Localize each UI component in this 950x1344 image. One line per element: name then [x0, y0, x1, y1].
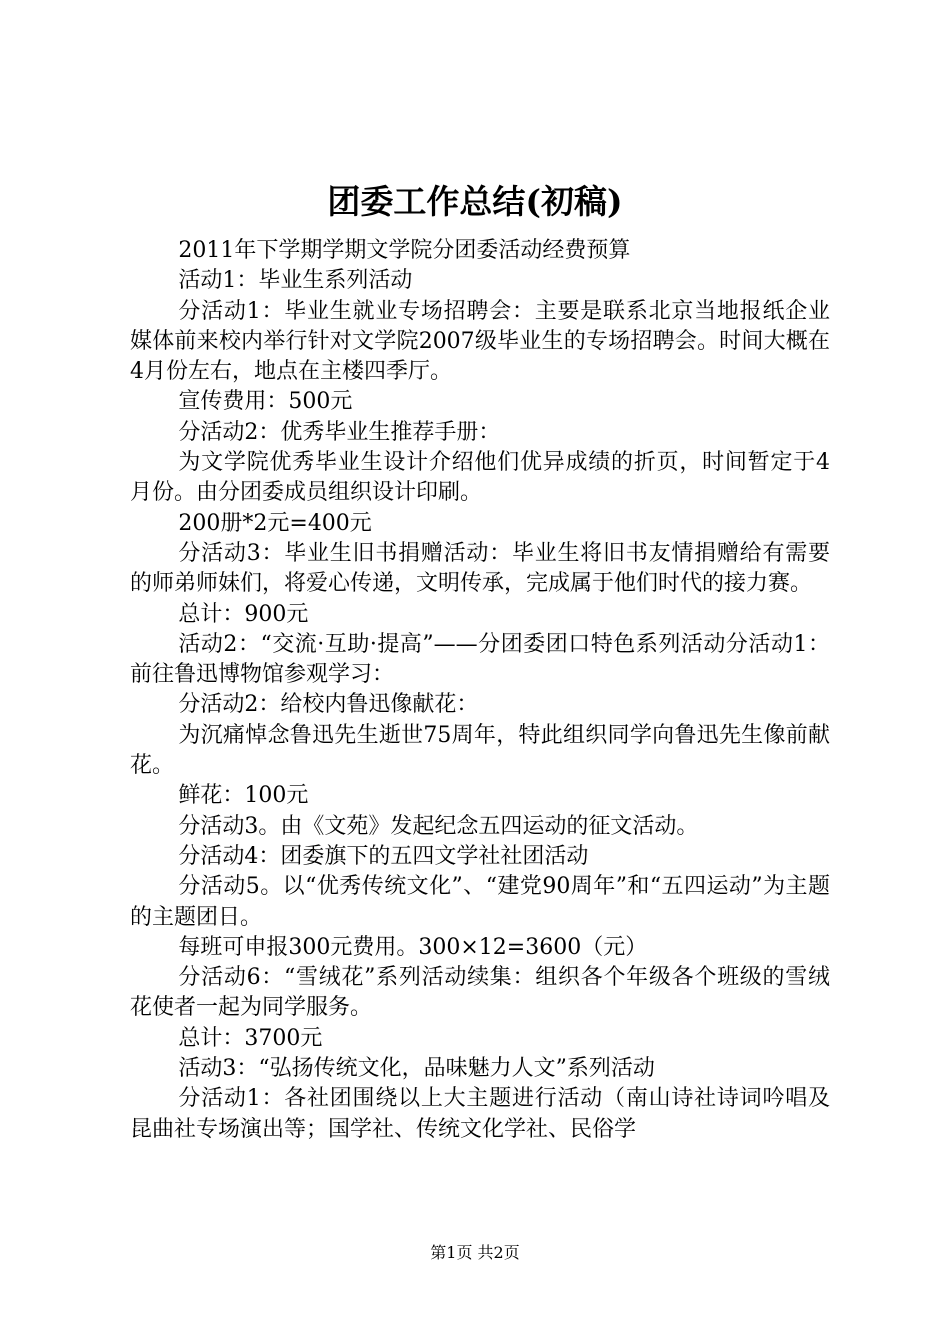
body-paragraph: 活动2：“交流·互助·提高”——分团委团口特色系列活动分活动1：前往鲁迅博物馆参观学习：: [130, 631, 830, 688]
body-paragraph: 2011年下学期学期文学院分团委活动经费预算: [178, 238, 631, 263]
body-paragraph: 分活动1：毕业生就业专场招聘会：主要是联系北京当地报纸企业媒体前来校内举行针对文学院2007级毕业生的专场招聘会。时间大概在4月份左右，地点在主楼四季厅。: [130, 298, 830, 385]
body-paragraph: 分活动2：给校内鲁迅像献花：: [178, 692, 479, 718]
body-paragraph: 总计：3700元: [178, 1025, 323, 1051]
body-paragraph: 总计：900元: [178, 601, 309, 627]
body-paragraph: 分活动5。以“优秀传统文化”、“建党90周年”和“五四运动”为主题的主题团日。: [130, 874, 830, 930]
body-paragraph: 为文学院优秀毕业生设计介绍他们优异成绩的折页，时间暂定于4月份。由分团委成员组织设计印刷。: [130, 450, 830, 506]
body-paragraph: 分活动3。由《文苑》发起纪念五四运动的征文活动。: [178, 813, 699, 839]
body-paragraph: 分活动2：优秀毕业生推荐手册：: [178, 419, 501, 445]
document-body: [130, 236, 830, 1145]
body-paragraph: 活动1：毕业生系列活动: [178, 268, 413, 294]
body-paragraph: 活动3：“弘扬传统文化，品味魅力人文”系列活动: [178, 1056, 655, 1082]
body-paragraph: 分活动3：毕业生旧书捐赠活动：毕业生将旧书友情捐赠给有需要的师弟师妹们，将爱心传递，文明传承，完成属于他们时代的接力赛。: [130, 540, 830, 597]
body-paragraph: 分活动6：“雪绒花”系列活动续集：组织各个年级各个班级的雪绒花使者一起为同学服务。: [130, 965, 830, 1021]
body-paragraph: 为沉痛悼念鲁迅先生逝世75周年，特此组织同学向鲁迅先生像前献花。: [130, 722, 830, 779]
page-number-footer: 第1页 共2页: [430, 1243, 520, 1262]
document-title: 团委工作总结(初稿): [327, 182, 623, 221]
body-paragraph: 鲜花：100元: [178, 783, 309, 809]
body-paragraph: 200册*2元=400元: [178, 510, 372, 536]
body-paragraph: 宣传费用：500元: [178, 389, 353, 415]
body-paragraph: 每班可申报300元费用。300×12=3600（元）: [178, 934, 648, 960]
body-paragraph: 分活动1：各社团围绕以上大主题进行活动（南山诗社诗词吟唱及昆曲社专场演出等；国学社、传统文化学社、民俗学: [130, 1086, 830, 1142]
body-paragraph: 分活动4：团委旗下的五四文学社社团活动: [178, 843, 589, 869]
